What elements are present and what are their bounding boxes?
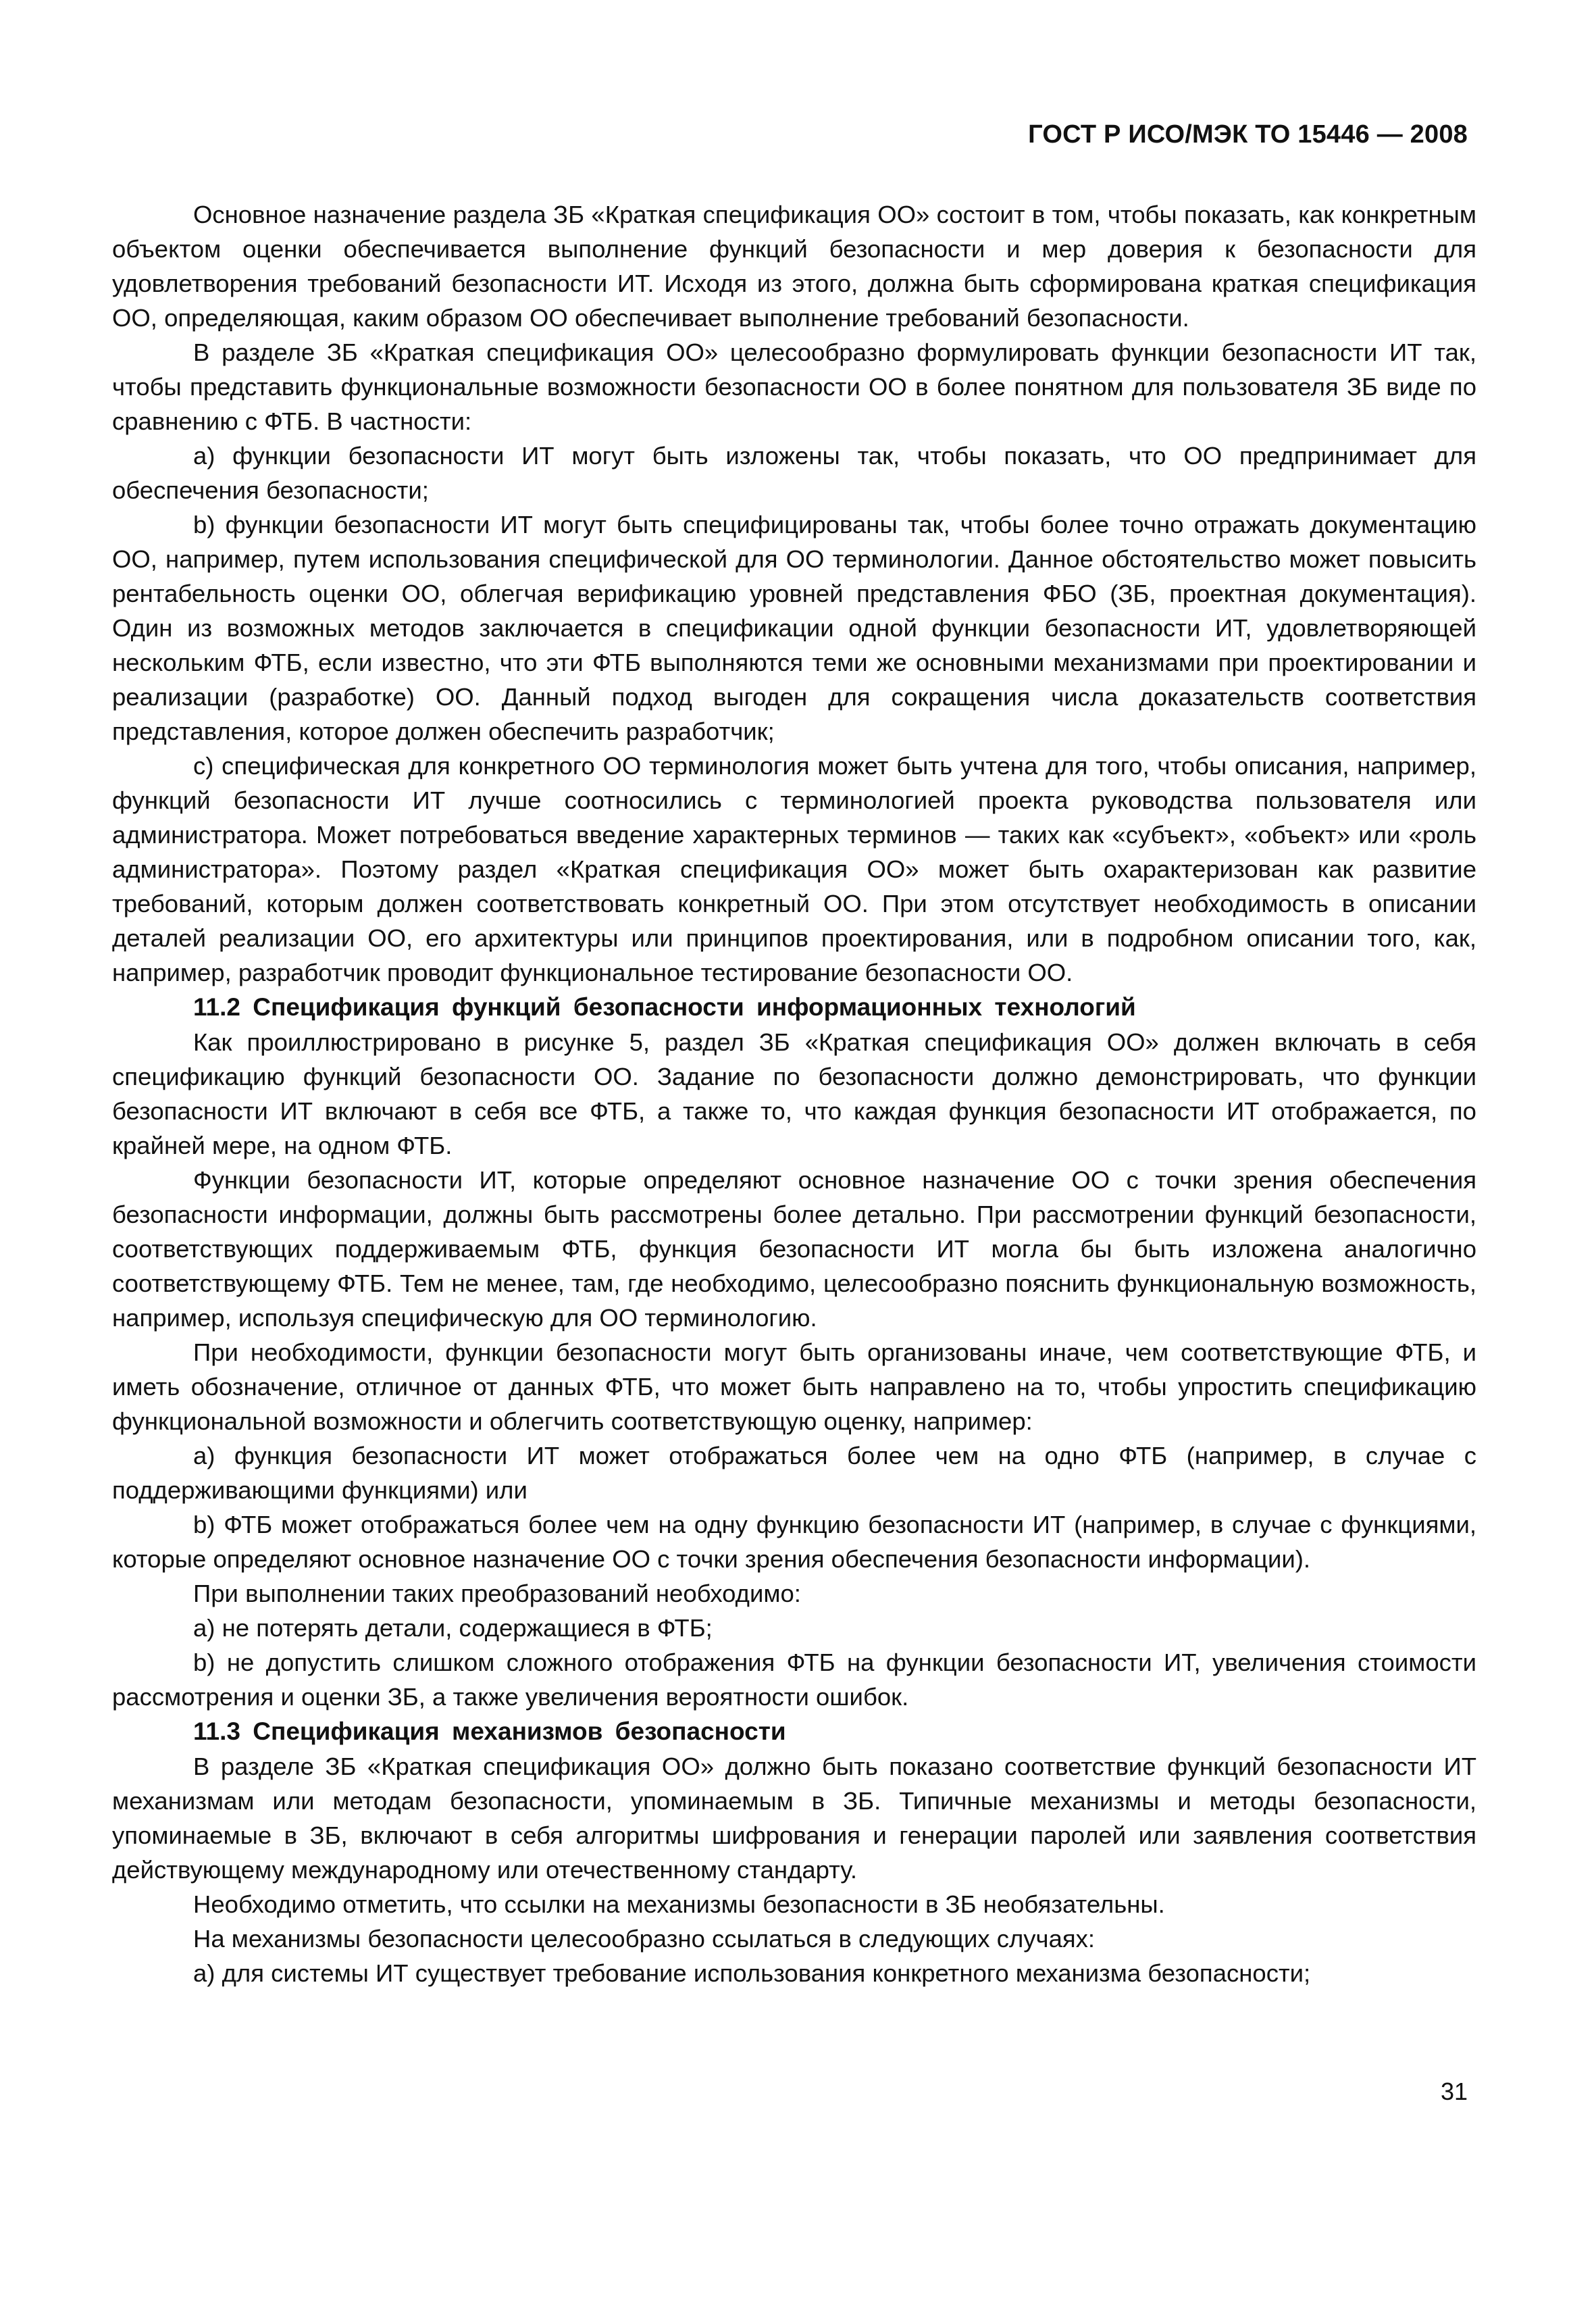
paragraph: Необходимо отметить, что ссылки на механизмы безопасности в ЗБ необязательны. — [193, 1890, 1165, 1918]
document-body — [112, 197, 1476, 1990]
list-item: a) функция безопасности ИТ может отображаться более чем на одно ФТБ (например, в случае с поддерживающими функциями) или — [112, 1442, 1476, 1504]
list-item: b) ФТБ может отображаться более чем на одну функцию безопасности ИТ (например, в случае с функциями, которые определяют основное назначение ОО с точки зрения обеспечения безопасности информации). — [112, 1511, 1476, 1573]
paragraph: Функции безопасности ИТ, которые определяют основное назначение ОО с точки зрения обеспечения безопасности информации, должны быть рассмотрены более детально. При рассмотрении функций безопасности, соответствующих поддерживаемым ФТБ, функция безопасности ИТ могла бы быть изложена аналогично соответствующему ФТБ. Тем не менее, там, где необходимо, целесообразно пояснить функциональную возможность, например, используя специфическую для ОО терминологию. — [112, 1166, 1476, 1332]
paragraph: На механизмы безопасности целесообразно ссылаться в следующих случаях: — [193, 1925, 1096, 1953]
list-item: a) для системы ИТ существует требование использования конкретного механизма безопасности; — [193, 1959, 1311, 1987]
paragraph: В разделе ЗБ «Краткая спецификация ОО» целесообразно формулировать функции безопасности ИТ так, чтобы представить функциональные возможности безопасности ОО в более понятном для пользователя ЗБ виде по сравнению с ФТБ. В частности: — [112, 338, 1476, 435]
paragraph: Основное назначение раздела ЗБ «Краткая спецификация ОО» состоит в том, чтобы показать, как конкретным объектом оценки обеспечивается выполнение функций безопасности и мер доверия к безопасности для удовлетворения требований безопасности ИТ. Исходя из этого, должна быть сформирована краткая спецификация ОО, определяющая, каким образом ОО обеспечивает выполнение требований безопасности. — [112, 201, 1476, 332]
list-item: b) функции безопасности ИТ могут быть специфицированы так, чтобы более точно отражать документацию ОО, например, путем использования специфической для ОО терминологии. Данное обстоятельство может повысить рентабельность оценки ОО, облегчая верификацию уровней представления ФБО (ЗБ, проектная документация). Один из возможных методов заключается в спецификации одной функции безопасности ИТ, удовлетворяющей нескольким ФТБ, если известно, что эти ФТБ выполняются теми же основными механизмами при проектировании и реализации (разработке) ОО. Данный подход выгоден для сокращения числа доказательств соответствия представления, которое должен обеспечить разработчик; — [112, 511, 1476, 745]
section-heading: 11.2 Спецификация функций безопасности информационных технологий — [193, 993, 1136, 1021]
page-number: 31 — [1440, 2078, 1468, 2105]
document-header: ГОСТ Р ИСО/МЭК ТО 15446 — 2008 — [1028, 120, 1468, 149]
paragraph: Как проиллюстрировано в рисунке 5, раздел ЗБ «Краткая спецификация ОО» должен включать в себя спецификацию функций безопасности ОО. Задание по безопасности должно демонстрировать, что функции безопасности ИТ включают в себя все ФТБ, а также то, что каждая функция безопасности ИТ отображается, по крайней мере, на одном ФТБ. — [112, 1028, 1476, 1159]
list-item: a) не потерять детали, содержащиеся в ФТБ; — [193, 1614, 713, 1642]
paragraph: В разделе ЗБ «Краткая спецификация ОО» должно быть показано соответствие функций безопасности ИТ механизмам или методам безопасности, упоминаемым в ЗБ. Типичные механизмы и методы безопасности, упоминаемые в ЗБ, включают в себя алгоритмы шифрования и генерации паролей или заявления соответствия действующему международному или отечественному стандарту. — [112, 1753, 1476, 1884]
paragraph: При выполнении таких преобразований необходимо: — [193, 1580, 801, 1607]
list-item: a) функции безопасности ИТ могут быть изложены так, чтобы показать, что ОО предпринимает для обеспечения безопасности; — [112, 442, 1476, 504]
paragraph: При необходимости, функции безопасности могут быть организованы иначе, чем соответствующие ФТБ, и иметь обозначение, отличное от данных ФТБ, что может быть направлено на то, чтобы упростить спецификацию функциональной возможности и облегчить соответствующую оценку, например: — [112, 1338, 1476, 1435]
list-item: b) не допустить слишком сложного отображения ФТБ на функции безопасности ИТ, увеличения стоимости рассмотрения и оценки ЗБ, а также увеличения вероятности ошибок. — [112, 1649, 1476, 1711]
section-heading: 11.3 Спецификация механизмов безопасности — [193, 1717, 786, 1745]
list-item: c) специфическая для конкретного ОО терминология может быть учтена для того, чтобы описания, например, функций безопасности ИТ лучше соотносились с терминологией проекта руководства пользователя или администратора. Может потребоваться введение характерных терминов — таких как «субъект», «объект» или «роль администратора». Поэтому раздел «Краткая спецификация ОО» может быть охарактеризован как развитие требований, которым должен соответствовать конкретный ОО. При этом отсутствует необходимость в описании деталей реализации ОО, его архитектуры или принципов проектирования, или в подробном описании того, как, например, разработчик проводит функциональное тестирование безопасности ОО. — [112, 752, 1476, 986]
